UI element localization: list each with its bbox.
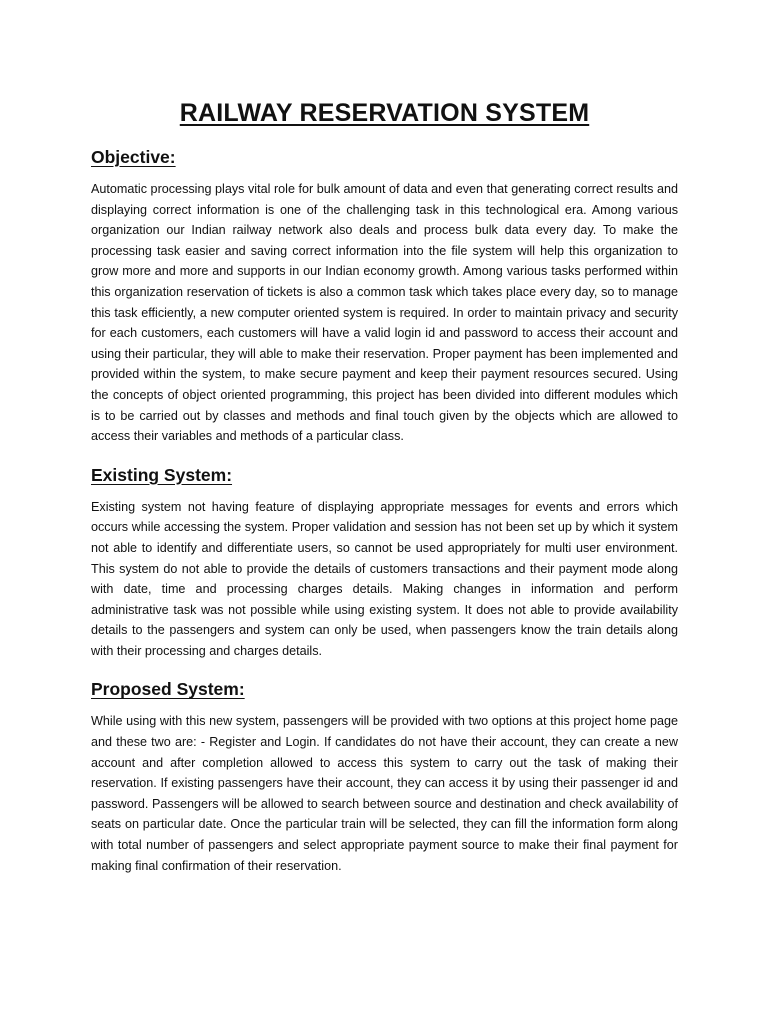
document-title: RAILWAY RESERVATION SYSTEM (179, 99, 590, 127)
section-heading-proposed-system: Proposed System: (91, 679, 245, 700)
section-heading-objective: Objective: (91, 147, 176, 167)
section-heading-existing-system: Existing System: (91, 464, 233, 485)
section-body-existing-system: Existing system not having feature of displaying appropriate messages for events and errors which occurs while accessing the system. Proper validation and session has not been set up by which it system not able to identify and differentiate users, so cannot be used appropriately for multi user environment. This system do not able to provide the details of customers transactions and their payment mode along with date, time and processing charges details. Making changes in information and perform administrative task was not possible while using existing system. It does not able to provide availability details to the passengers and system can only be used, when passengers know the train details along with their processing and charges details. (91, 499, 678, 658)
section-proposed-system (91, 678, 678, 876)
section-body-objective: Automatic processing plays vital role for bulk amount of data and even that generating correct results and displaying correct information is one of the challenging task in this technological era. Among various organization our Indian railway network also deals and process bulk data every day. To make the processing task easier and saving correct information into the file system will help this organization to grow more and more and supports in our Indian economy growth. Among various tasks performed within this organization reservation of tickets is also a common task which takes place every day, so to manage this task efficiently, a new computer oriented system is required. In order to maintain privacy and security for each customers, each customers will have a valid login id and password to access their account and using their particular, they will able to make their reservation. Proper payment has been implemented and provided within the system, to make secure payment and keep their payment resources secured. Using the concepts of object oriented programming, this project has been divided into different modules which is to be carried out by classes and methods and final touch given by the objects which are allowed to access their variables and methods of a particular class. (91, 182, 678, 444)
section-objective (91, 146, 678, 447)
section-existing-system (91, 464, 678, 662)
section-body-proposed-system: While using with this new system, passengers will be provided with two options at this project home page and these two are: - Register and Login. If candidates do not have their account, they can create a new account and after completion allowed to access this system to carry out the task of making their reservation. If existing passengers have their account, they can access it by using their passenger id and password. Passengers will be allowed to search between source and destination and check availability of seats on particular date. Once the particular train will be selected, they can fill the information form along with total number of passengers and select appropriate payment source to make their final payment for making final confirmation of their reservation. (91, 714, 678, 873)
